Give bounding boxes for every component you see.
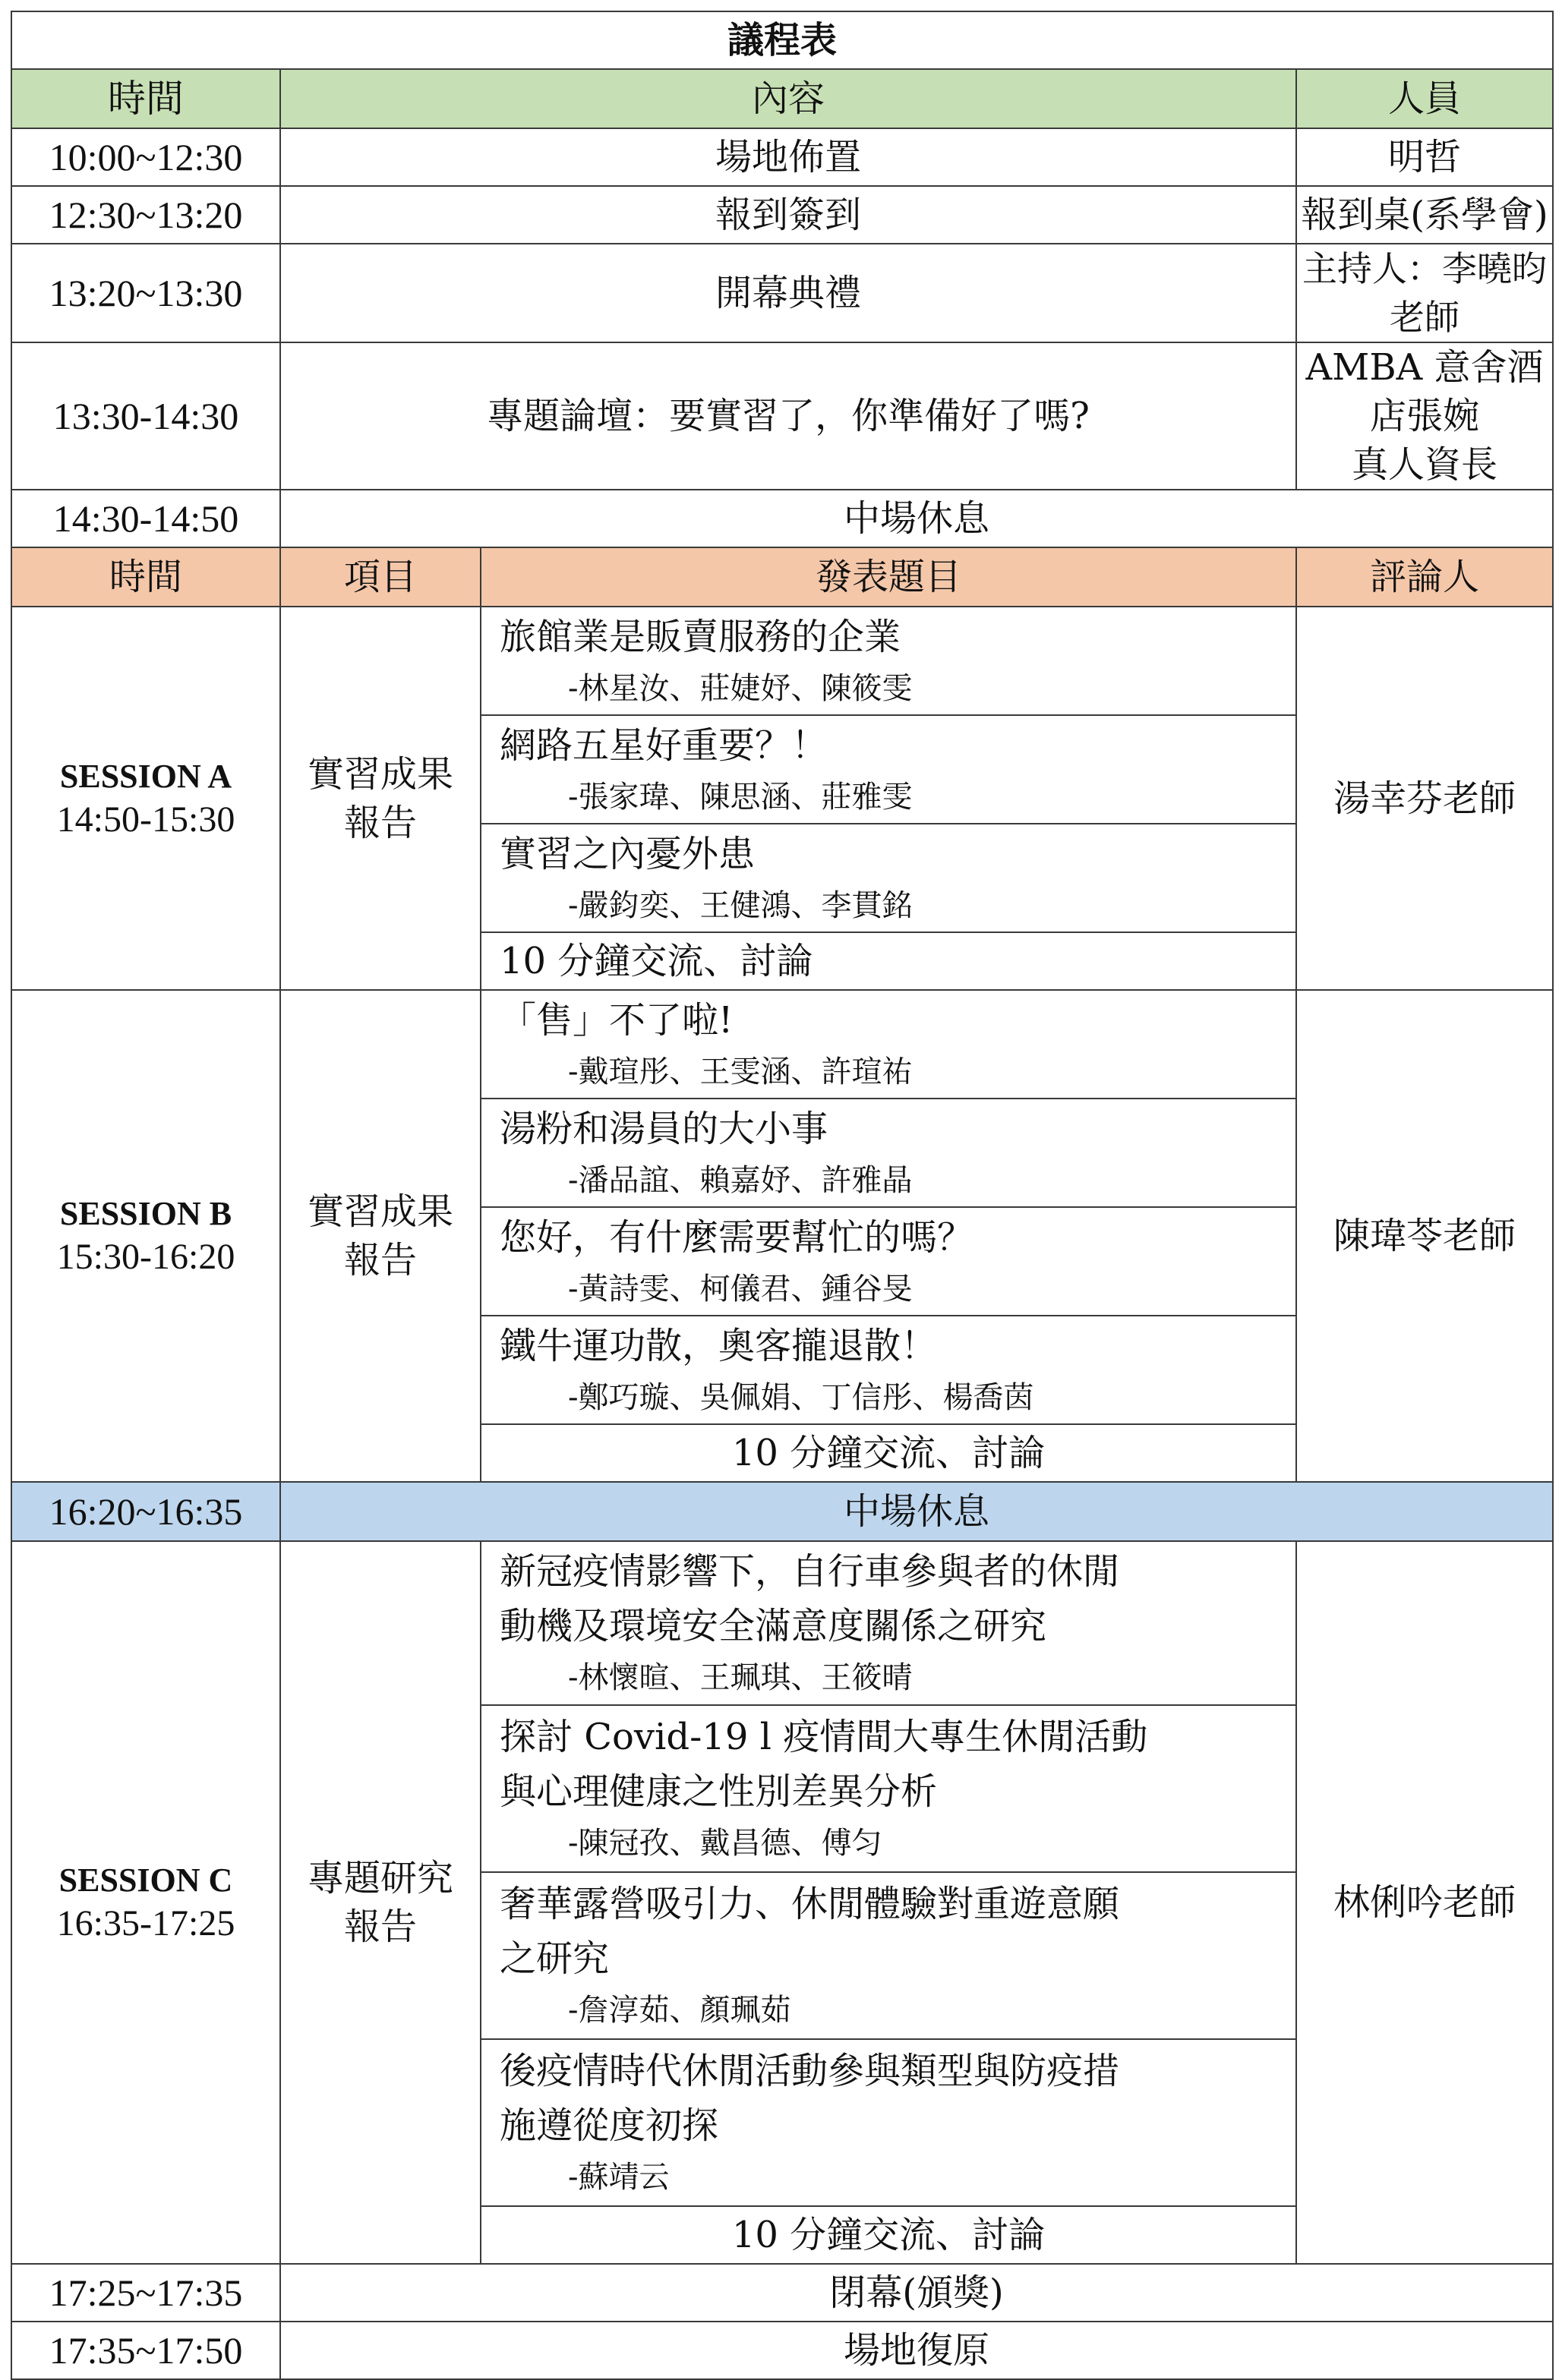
table-row <box>11 186 1553 244</box>
row-time: 13:20~13:30 <box>11 244 280 342</box>
presentation-authors: -潘品誼、賴嘉妤、許雅晶 <box>568 1162 913 1198</box>
presentation-authors: -林懷暄、王珮琪、王筱晴 <box>568 1660 913 1695</box>
row-content: 中場休息 <box>280 1482 1553 1541</box>
session-item <box>280 607 481 990</box>
table-row <box>11 607 1553 715</box>
row-content: 報到簽到 <box>280 186 1296 244</box>
row-people: 報到桌(系學會) <box>1296 186 1553 244</box>
presentation-title: 網路五星好重要？！ <box>500 723 828 767</box>
session-item <box>280 1541 481 2264</box>
presentation-title-cont: 施遵從度初探 <box>500 2104 719 2147</box>
row-content: 場地佈置 <box>280 128 1296 186</box>
header-time: 時間 <box>11 69 280 128</box>
item-line-2: 報告 <box>343 801 417 844</box>
row-content: 閉幕(頒獎) <box>280 2264 1553 2322</box>
presentation-title: 旅館業是販賣服務的企業 <box>500 615 901 658</box>
presentation <box>481 1207 1296 1316</box>
presentation-authors: -張家瑋、陳思涵、莊雅雯 <box>568 779 913 815</box>
reviewer-cell: 林俐吟老師 <box>1296 1541 1553 2264</box>
table-row <box>11 244 1553 342</box>
reviewer-cell: 陳瑋苓老師 <box>1296 990 1553 1482</box>
table-title: 議程表 <box>11 11 1553 69</box>
reviewer-cell: 湯幸芬老師 <box>1296 607 1553 990</box>
row-time: 17:25~17:35 <box>11 2264 280 2322</box>
item-line-1: 實習成果 <box>307 1190 453 1233</box>
row-time: 13:30-14:30 <box>11 342 280 490</box>
session-name: SESSION C <box>58 1861 233 1899</box>
item-line-2: 報告 <box>343 1239 417 1281</box>
item-line-1: 實習成果 <box>307 752 453 796</box>
row-content: 場地復原 <box>280 2322 1553 2379</box>
presentation-authors: -嚴鈞奕、王健鴻、李貫銘 <box>568 887 913 923</box>
header-content: 內容 <box>280 69 1296 128</box>
presentation-title: 探討 Covid-19 l 疫情間大專生休閒活動 <box>500 1716 1148 1758</box>
item-line-1: 專題研究 <box>307 1857 453 1899</box>
presentation-title-cont: 之研究 <box>500 1937 610 1980</box>
header-topic: 發表題目 <box>481 547 1296 607</box>
header-time-2: 時間 <box>11 547 280 607</box>
session-time: 14:50-15:30 <box>56 799 235 840</box>
people-line-2: 真人資長 <box>1352 443 1498 486</box>
table-row <box>11 128 1553 186</box>
presentation <box>481 1541 1296 1705</box>
presentation-title: 奢華露營吸引力、休閒體驗對重遊意願 <box>500 1883 1120 1925</box>
presentation-authors: -黃詩雯、柯儀君、鍾谷旻 <box>568 1271 913 1307</box>
presentation-title: 鐵牛運功散，奧客攏退散！ <box>500 1324 938 1367</box>
presentation-authors: -鄭巧璇、吳佩娟、丁信彤、楊喬茵 <box>568 1379 1034 1415</box>
discussion: 10 分鐘交流、討論 <box>481 2206 1296 2264</box>
table-row <box>11 2264 1553 2322</box>
header-item: 項目 <box>280 547 481 607</box>
session-name: SESSION A <box>59 757 232 795</box>
session-time: 15:30-16:20 <box>56 1237 235 1277</box>
presentation-title: 「售」不了啦! <box>500 998 734 1042</box>
row-time: 16:20~16:35 <box>11 1482 280 1541</box>
table-row <box>11 1482 1553 1541</box>
presentation-title: 新冠疫情影響下，自行車參與者的休閒 <box>500 1550 1120 1593</box>
presentation-title: 後疫情時代休閒活動參與類型與防疫措 <box>500 2050 1120 2092</box>
presentation <box>481 1316 1296 1424</box>
presentation <box>481 607 1296 715</box>
presentation-authors: -林星汝、莊婕妤、陳筱雯 <box>568 670 913 706</box>
row-time: 12:30~13:20 <box>11 186 280 244</box>
presentation <box>481 2039 1296 2206</box>
agenda-table <box>11 11 1554 2380</box>
presentation-title: 實習之內憂外患 <box>500 832 756 875</box>
presentation-title: 您好，有什麼需要幫忙的嗎？ <box>500 1215 974 1259</box>
presentation <box>481 990 1296 1099</box>
people-line-1: AMBA 意舍酒店張婉 <box>1305 346 1544 437</box>
presentation-title-cont: 與心理健康之性別差異分析 <box>500 1770 938 1813</box>
presentation <box>481 715 1296 824</box>
table-row <box>11 342 1553 490</box>
session-item <box>280 990 481 1482</box>
row-people: 明哲 <box>1296 128 1553 186</box>
session-time: 16:35-17:25 <box>56 1903 235 1943</box>
discussion: 10 分鐘交流、討論 <box>481 932 1296 990</box>
presentation <box>481 824 1296 932</box>
session-a-cell <box>11 607 280 990</box>
row-content: 開幕典禮 <box>280 244 1296 342</box>
presentation-authors: -戴瑄彤、王雯涵、許瑄祐 <box>568 1054 913 1089</box>
item-line-2: 報告 <box>343 1906 417 1948</box>
row-content: 中場休息 <box>280 490 1553 547</box>
header-reviewer: 評論人 <box>1296 547 1553 607</box>
row-content: 專題論壇：要實習了，你準備好了嗎? <box>280 342 1296 490</box>
table-row <box>11 990 1553 1099</box>
presentation-authors: -詹淳茹、顏珮茹 <box>568 1993 791 2028</box>
presentation <box>481 1705 1296 1872</box>
presentation-authors: -蘇靖云 <box>568 2160 670 2195</box>
presentation-title-cont: 動機及環境安全滿意度關係之研究 <box>500 1605 1047 1647</box>
row-time: 14:30-14:50 <box>11 490 280 547</box>
session-b-cell <box>11 990 280 1482</box>
discussion: 10 分鐘交流、討論 <box>481 1424 1296 1482</box>
table-row <box>11 2322 1553 2379</box>
session-c-cell <box>11 1541 280 2264</box>
presentation <box>481 1872 1296 2039</box>
presentation-title: 湯粉和湯員的大小事 <box>500 1107 828 1150</box>
header-people: 人員 <box>1296 69 1553 128</box>
table-row <box>11 490 1553 547</box>
row-time: 17:35~17:50 <box>11 2322 280 2379</box>
session-name: SESSION B <box>59 1195 232 1232</box>
row-people <box>1296 342 1553 490</box>
row-time: 10:00~12:30 <box>11 128 280 186</box>
row-people: 主持人：李曉昀老師 <box>1296 244 1553 342</box>
presentation <box>481 1099 1296 1207</box>
presentation-authors: -陳冠孜、戴昌德、傅匀 <box>568 1826 882 1861</box>
table-row <box>11 1541 1553 1705</box>
